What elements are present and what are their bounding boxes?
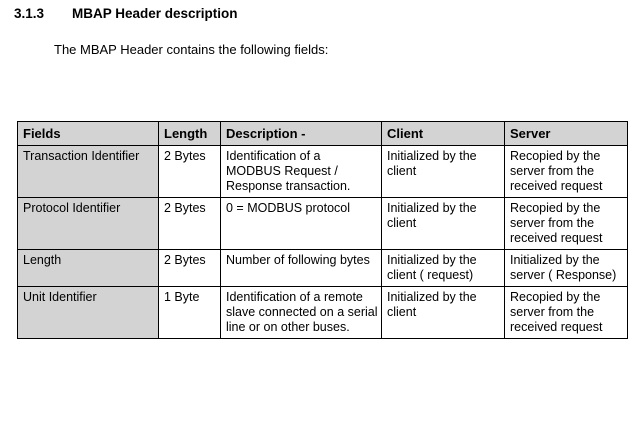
intro-paragraph: The MBAP Header contains the following fields: <box>54 42 329 57</box>
column-header-client: Client <box>382 122 505 146</box>
table-row <box>18 146 628 198</box>
field-name-cell: Length <box>18 250 159 287</box>
mbap-header-table <box>17 121 628 339</box>
client-cell: Initialized by the client <box>382 287 505 339</box>
server-cell: Recopied by the server from the received request <box>505 287 628 339</box>
table-header-row <box>18 122 628 146</box>
length-cell: 2 Bytes <box>159 250 221 287</box>
server-cell: Recopied by the server from the received request <box>505 146 628 198</box>
client-cell: Initialized by the client <box>382 146 505 198</box>
table-row <box>18 250 628 287</box>
table-row <box>18 198 628 250</box>
column-header-description: Description - <box>221 122 382 146</box>
field-name-cell: Protocol Identifier <box>18 198 159 250</box>
column-header-length: Length <box>159 122 221 146</box>
server-cell: Initialized by the server ( Response) <box>505 250 628 287</box>
column-header-fields: Fields <box>18 122 159 146</box>
description-cell: Number of following bytes <box>221 250 382 287</box>
field-name-cell: Transaction Identifier <box>18 146 159 198</box>
table-row <box>18 287 628 339</box>
length-cell: 1 Byte <box>159 287 221 339</box>
description-cell: Identification of a remote slave connected on a serial line or on other buses. <box>221 287 382 339</box>
section-number: 3.1.3 <box>14 6 45 21</box>
section-title: MBAP Header description <box>72 6 238 21</box>
server-cell: Recopied by the server from the received request <box>505 198 628 250</box>
section-heading <box>14 6 238 21</box>
client-cell: Initialized by the client ( request) <box>382 250 505 287</box>
client-cell: Initialized by the client <box>382 198 505 250</box>
length-cell: 2 Bytes <box>159 198 221 250</box>
description-cell: Identification of a MODBUS Request / Response transaction. <box>221 146 382 198</box>
column-header-server: Server <box>505 122 628 146</box>
length-cell: 2 Bytes <box>159 146 221 198</box>
description-cell: 0 = MODBUS protocol <box>221 198 382 250</box>
field-name-cell: Unit Identifier <box>18 287 159 339</box>
